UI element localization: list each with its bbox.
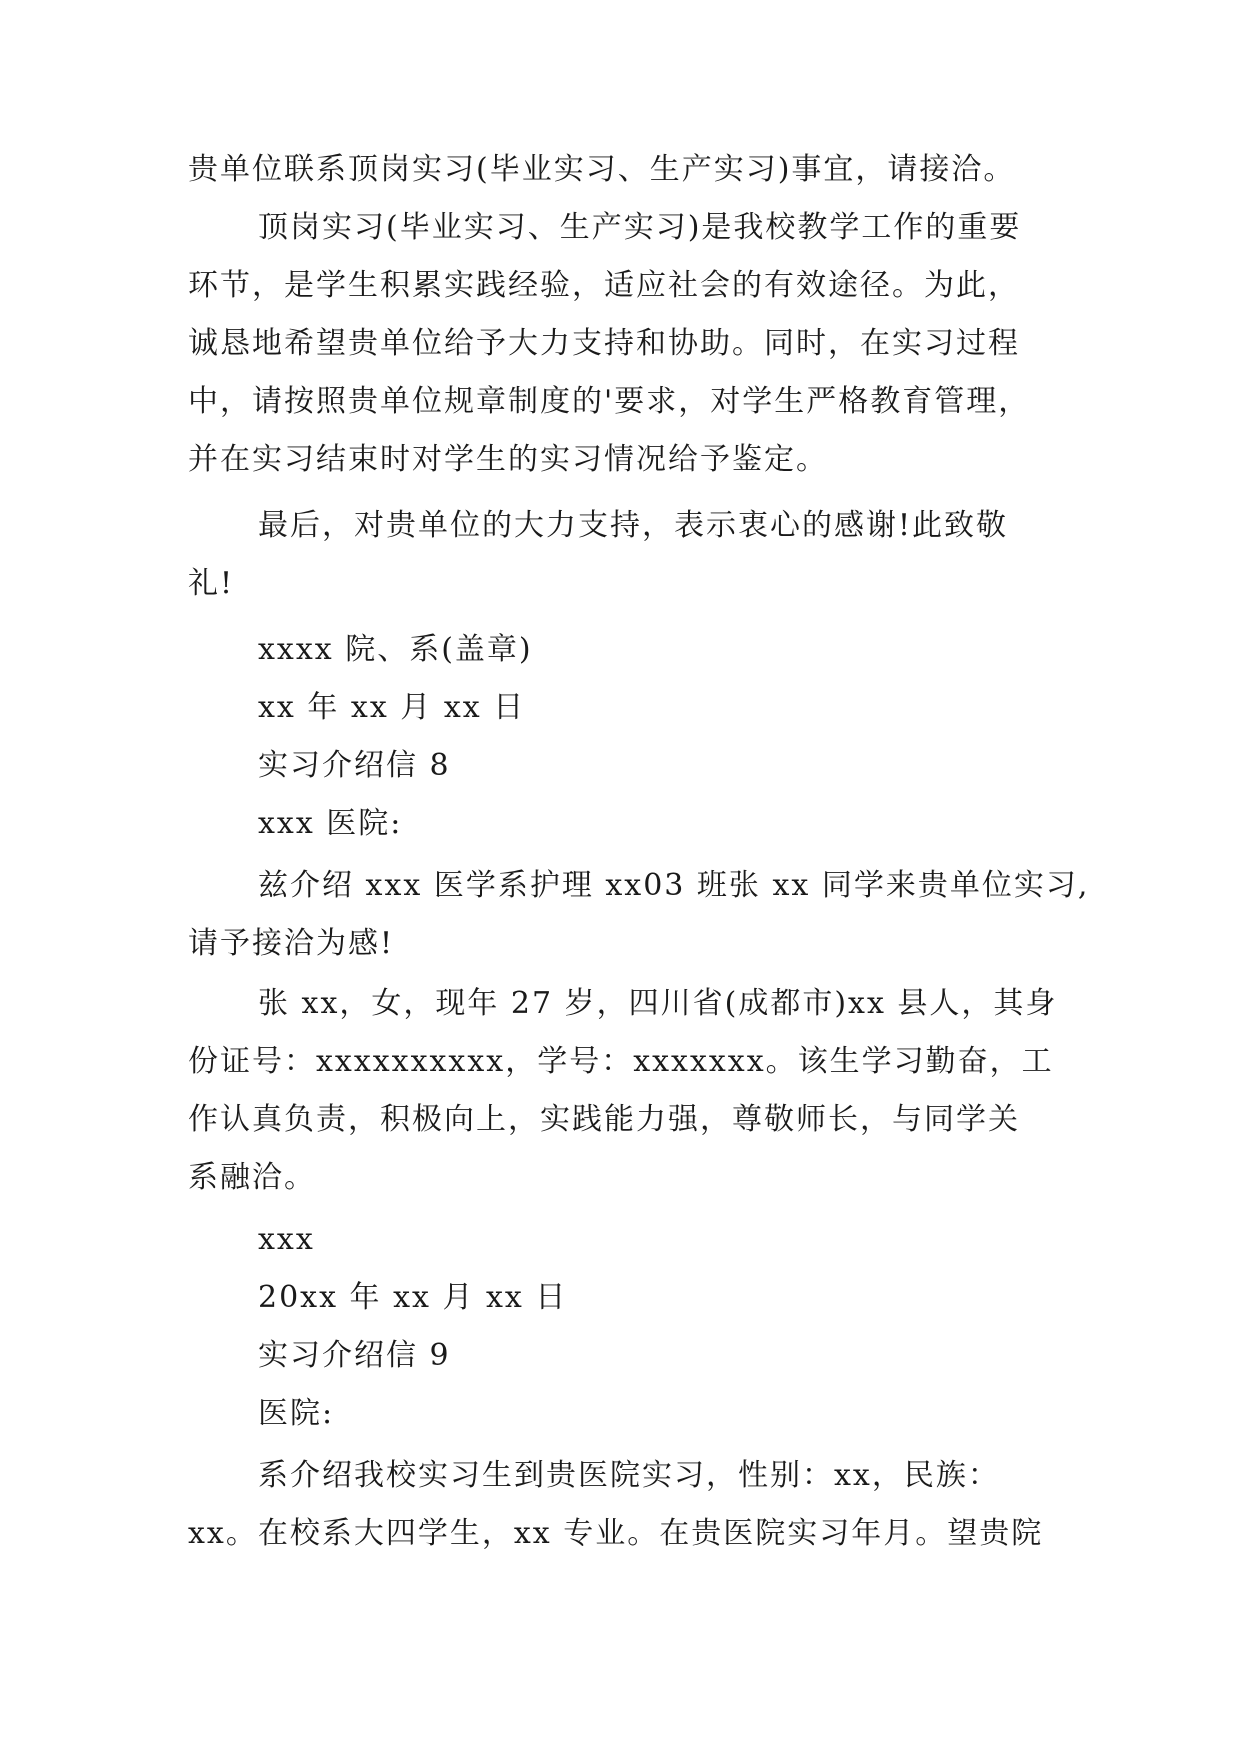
text-line: 贵单位联系顶岗实习(毕业实习、生产实习)事宜，请接洽。 (188, 152, 1016, 187)
text-line: 顶岗实习(毕业实习、生产实习)是我校教学工作的重要 (258, 210, 1022, 245)
text-line: 作认真负责，积极向上，实践能力强，尊敬师长，与同学关 (188, 1102, 1020, 1137)
salutation: xxx 医院: (258, 806, 403, 841)
text-line: 张 xx，女，现年 27 岁，四川省(成都市)xx 县人，其身 (258, 986, 1058, 1021)
text-line: 环节，是学生积累实践经验，适应社会的有效途径。为此， (188, 268, 1020, 303)
signature-date: 20xx 年 xx 月 xx 日 (258, 1280, 568, 1315)
text-line: 系介绍我校实习生到贵医院实习，性别：xx，民族： (258, 1458, 1000, 1493)
signature-department: xxxx 院、系(盖章) (258, 632, 533, 667)
text-line: 礼! (188, 566, 235, 601)
text-line: 系融洽。 (188, 1160, 316, 1195)
text-line: 诚恳地希望贵单位给予大力支持和协助。同时，在实习过程 (188, 326, 1020, 361)
text-line: 并在实习结束时对学生的实习情况给予鉴定。 (188, 442, 828, 477)
text-line: xx。在校系大四学生，xx 专业。在贵医院实习年月。望贵院 (188, 1516, 1044, 1551)
text-line: 中，请按照贵单位规章制度的'要求，对学生严格教育管理， (188, 384, 1031, 419)
signature-name: xxx (258, 1222, 315, 1257)
section-heading: 实习介绍信 8 (258, 748, 451, 783)
signature-date: xx 年 xx 月 xx 日 (258, 690, 526, 725)
text-line: 请予接洽为感! (188, 926, 395, 961)
text-line: 最后，对贵单位的大力支持，表示衷心的感谢!此致敬 (258, 508, 1009, 543)
text-line: 份证号：xxxxxxxxxx，学号：xxxxxxx。该生学习勤奋，工 (188, 1044, 1054, 1079)
salutation: 医院: (258, 1396, 335, 1431)
section-heading: 实习介绍信 9 (258, 1338, 451, 1373)
text-line: 兹介绍 xxx 医学系护理 xx03 班张 xx 同学来贵单位实习, (258, 868, 1090, 903)
